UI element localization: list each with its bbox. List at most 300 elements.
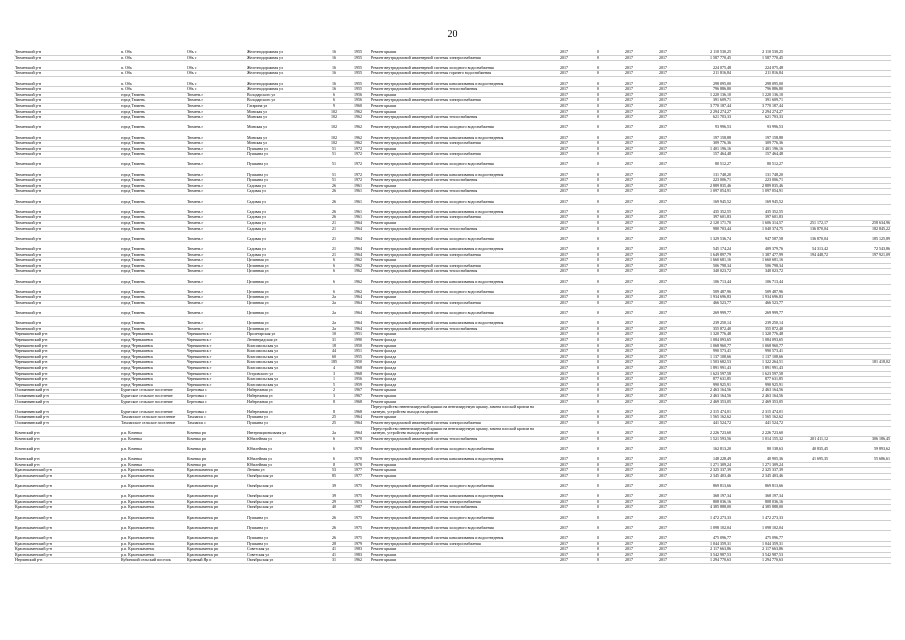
cell-start-year: 2017 bbox=[612, 109, 646, 115]
cell-municipality: город Тюмень bbox=[120, 178, 186, 184]
cell-street: Целинная ул bbox=[246, 285, 322, 295]
cell-end-year: 2017 bbox=[646, 489, 680, 499]
cell-fund-cost: 1 294 770,63 bbox=[732, 558, 784, 564]
cell-plan-year: 2017 bbox=[544, 295, 584, 301]
cell-street: Ленинградская ул bbox=[246, 338, 322, 344]
cell-house: 6 bbox=[322, 442, 346, 452]
cell-year-built: 1950 bbox=[346, 343, 370, 349]
cell-municipality: город Тюмень bbox=[120, 98, 186, 104]
cell-fund-cost: 409 379,76 bbox=[732, 242, 784, 252]
cell-plan-year: 2017 bbox=[544, 146, 584, 152]
cell-year-built: 1964 bbox=[346, 252, 370, 258]
cell-end-year: 2017 bbox=[646, 382, 680, 388]
cell-street: Октябрьская ул bbox=[246, 473, 322, 479]
cell-end-year: 2017 bbox=[646, 263, 680, 269]
cell-street: Железнодорожная ул bbox=[246, 71, 322, 77]
cell-owners-cost bbox=[855, 531, 891, 541]
cell-owners-cost bbox=[855, 426, 891, 436]
cell-settlement: Тюмень г bbox=[186, 168, 246, 178]
cell-indicator: 0 bbox=[584, 50, 612, 55]
cell-settlement: Тюмень г bbox=[186, 130, 246, 140]
cell-settlement: Чернышевск г bbox=[186, 366, 246, 372]
cell-street: Володарского ул bbox=[246, 98, 322, 104]
cell-fund-cost: 1 472 273,33 bbox=[732, 511, 784, 521]
cell-local-cost bbox=[829, 61, 855, 71]
cell-owners-cost bbox=[855, 168, 891, 178]
cell-total-cost: 3 770 187,44 bbox=[680, 103, 732, 109]
cell-municipality: р.п. Краснокаменск bbox=[120, 473, 186, 479]
cell-owners-cost: 185 125,89 bbox=[855, 232, 891, 242]
cell-fund-cost: 621 703,33 bbox=[732, 115, 784, 121]
cell-house: 26 bbox=[322, 205, 346, 215]
cell-plan-year: 2017 bbox=[544, 252, 584, 258]
cell-fund-cost: 2 469 353,05 bbox=[732, 399, 784, 405]
cell-plan-year: 2017 bbox=[544, 552, 584, 558]
cell-district: Оловяннинский р-н bbox=[14, 420, 120, 426]
cell-work-type: Ремонт внутридомовой инженерной системы электроснабжения bbox=[370, 300, 544, 306]
cell-total-cost: 1 623 597,58 bbox=[680, 371, 732, 377]
cell-indicator: 0 bbox=[584, 295, 612, 301]
table-row bbox=[14, 232, 891, 242]
cell-house: 26 bbox=[322, 511, 346, 521]
cell-owners-cost bbox=[855, 316, 891, 326]
cell-house: 2 bbox=[322, 388, 346, 394]
cell-street: Набережная ул bbox=[246, 405, 322, 415]
cell-start-year: 2017 bbox=[612, 269, 646, 275]
cell-end-year: 2017 bbox=[646, 61, 680, 71]
cell-start-year: 2017 bbox=[612, 146, 646, 152]
cell-settlement: Тюмень г bbox=[186, 189, 246, 195]
cell-street: Октябрьская ул bbox=[246, 499, 322, 505]
cell-settlement: Чернышевск г bbox=[186, 338, 246, 344]
cell-settlement: Чернышевск г bbox=[186, 343, 246, 349]
cell-municipality: город Тюмень bbox=[120, 221, 186, 227]
cell-house: 25 bbox=[322, 415, 346, 421]
cell-work-type: Ремонт внутридомовой инженерной системы теплоснабжения bbox=[370, 505, 544, 511]
cell-district: Тюменский р-н bbox=[14, 316, 120, 326]
cell-start-year: 2017 bbox=[612, 141, 646, 147]
cell-settlement: Тюмень г bbox=[186, 232, 246, 242]
cell-regional-cost bbox=[784, 426, 829, 436]
cell-fund-cost: 2 117 663,86 bbox=[732, 547, 784, 553]
cell-district: Тюменский р-н bbox=[14, 92, 120, 98]
cell-year-built: 1956 bbox=[346, 377, 370, 383]
cell-district: Чернышевский р-н bbox=[14, 377, 120, 383]
cell-end-year: 2017 bbox=[646, 71, 680, 77]
cell-settlement: Тюмень г bbox=[186, 300, 246, 306]
cell-fund-cost: 1 934 696,83 bbox=[732, 295, 784, 301]
cell-settlement: Тюмень г bbox=[186, 152, 246, 158]
cell-work-type: Ремонт внутридомовой инженерной системы электроснабжения bbox=[370, 152, 544, 158]
cell-work-type: Ремонт внутридомовой инженерной системы теплоснабжения bbox=[370, 115, 544, 121]
cell-work-type: Ремонт крыши bbox=[370, 388, 544, 394]
cell-street: Октябрьская ул bbox=[246, 558, 322, 564]
cell-year-built: 1970 bbox=[346, 436, 370, 442]
cell-settlement: Кочевка рп bbox=[186, 452, 246, 462]
cell-start-year: 2017 bbox=[612, 316, 646, 326]
cell-plan-year: 2017 bbox=[544, 226, 584, 232]
cell-municipality: город Чернышевск bbox=[120, 349, 186, 355]
cell-indicator: 0 bbox=[584, 258, 612, 264]
cell-start-year: 2017 bbox=[612, 215, 646, 221]
cell-end-year: 2017 bbox=[646, 109, 680, 115]
cell-fund-cost: 298 095,00 bbox=[732, 76, 784, 86]
cell-plan-year: 2017 bbox=[544, 442, 584, 452]
cell-settlement: Обь с bbox=[186, 71, 246, 77]
cell-start-year: 2017 bbox=[612, 306, 646, 316]
cell-plan-year: 2017 bbox=[544, 152, 584, 158]
cell-plan-year: 2017 bbox=[544, 98, 584, 104]
cell-municipality: р.п. Кочевка bbox=[120, 436, 186, 442]
cell-end-year: 2017 bbox=[646, 547, 680, 553]
cell-indicator: 0 bbox=[584, 189, 612, 195]
cell-fund-cost: 506 798,34 bbox=[732, 263, 784, 269]
cell-local-cost bbox=[829, 405, 855, 415]
cell-total-cost: 162 813,20 bbox=[680, 442, 732, 452]
cell-house: 21 bbox=[322, 242, 346, 252]
cell-year-built: 1973 bbox=[346, 499, 370, 505]
cell-indicator: 0 bbox=[584, 215, 612, 221]
cell-street: Пушкина ул bbox=[246, 531, 322, 541]
cell-district: Чернышевский р-н bbox=[14, 349, 120, 355]
cell-municipality: город Тюмень bbox=[120, 189, 186, 195]
cell-street: Октябрьская ул bbox=[246, 505, 322, 511]
cell-year-built: 1983 bbox=[346, 547, 370, 553]
cell-owners-cost bbox=[855, 306, 891, 316]
cell-district: Тюменский р-н bbox=[14, 76, 120, 86]
cell-street: Целинная ул bbox=[246, 306, 322, 316]
cell-street: Минская ул bbox=[246, 115, 322, 121]
cell-fund-cost: 391 609,71 bbox=[732, 98, 784, 104]
cell-total-cost: 2 463 164,56 bbox=[680, 388, 732, 394]
cell-indicator: 0 bbox=[584, 61, 612, 71]
cell-street: Минская ул bbox=[246, 141, 322, 147]
cell-end-year: 2017 bbox=[646, 473, 680, 479]
cell-street: Октябрьская ул bbox=[246, 479, 322, 489]
cell-street: Комсомольская ул bbox=[246, 382, 322, 388]
cell-municipality: город Тюмень bbox=[120, 242, 186, 252]
cell-end-year: 2017 bbox=[646, 269, 680, 275]
cell-end-year: 2017 bbox=[646, 377, 680, 383]
cell-end-year: 2017 bbox=[646, 55, 680, 61]
cell-street: Комсомольская ул bbox=[246, 360, 322, 366]
cell-house: 6 bbox=[322, 98, 346, 104]
cell-plan-year: 2017 bbox=[544, 377, 584, 383]
cell-indicator: 0 bbox=[584, 76, 612, 86]
cell-start-year: 2017 bbox=[612, 499, 646, 505]
cell-municipality: город Тюмень bbox=[120, 92, 186, 98]
cell-municipality: Тамлапское сельское поселение bbox=[120, 415, 186, 421]
table-row bbox=[14, 442, 891, 452]
cell-settlement: Кровный Яр п bbox=[186, 558, 246, 564]
cell-settlement: Тюмень г bbox=[186, 316, 246, 326]
cell-total-cost: 1 320 776,48 bbox=[680, 332, 732, 338]
cell-total-cost: 80 512,27 bbox=[680, 157, 732, 167]
cell-district: Оловяннинский р-н bbox=[14, 399, 120, 405]
cell-work-type: Ремонт фасада bbox=[370, 354, 544, 360]
cell-settlement: Тюмень г bbox=[186, 285, 246, 295]
cell-work-type: Ремонт фасада bbox=[370, 338, 544, 344]
cell-plan-year: 2017 bbox=[544, 394, 584, 400]
cell-indicator: 0 bbox=[584, 71, 612, 77]
cell-street: Пушкина ул bbox=[246, 415, 322, 421]
cell-house: 102 bbox=[322, 115, 346, 121]
cell-house: 60 bbox=[322, 354, 346, 360]
cell-settlement: Тюмень г bbox=[186, 103, 246, 109]
cell-regional-cost: 40 835,45 bbox=[784, 442, 829, 452]
cell-start-year: 2017 bbox=[612, 76, 646, 86]
cell-end-year: 2017 bbox=[646, 50, 680, 55]
cell-regional-cost bbox=[784, 489, 829, 499]
cell-municipality: Тамлапское сельское поселение bbox=[120, 420, 186, 426]
cell-start-year: 2017 bbox=[612, 366, 646, 372]
cell-fund-cost: 239 250,14 bbox=[732, 316, 784, 326]
cell-work-type: Ремонт внутридомовой инженерной системы электроснабжения bbox=[370, 499, 544, 505]
cell-district: Краснокаменский р-н bbox=[14, 521, 120, 531]
cell-settlement: Краснокаменск рп bbox=[186, 473, 246, 479]
cell-house: 16 bbox=[322, 76, 346, 86]
cell-year-built: 1970 bbox=[346, 442, 370, 452]
cell-district: Тюменский р-н bbox=[14, 242, 120, 252]
cell-district: Тюменский р-н bbox=[14, 221, 120, 227]
cell-municipality: город Тюмень bbox=[120, 183, 186, 189]
cell-district: Краснокаменский р-н bbox=[14, 552, 120, 558]
cell-street: Комсомольская ул bbox=[246, 343, 322, 349]
cell-municipality: город Тюмень bbox=[120, 316, 186, 326]
cell-year-built: 1959 bbox=[346, 382, 370, 388]
cell-work-type: Ремонт внутридомовой инженерной системы теплоснабжения bbox=[370, 326, 544, 332]
cell-indicator: 0 bbox=[584, 232, 612, 242]
cell-year-built: 1960 bbox=[346, 103, 370, 109]
cell-district: Тюменский р-н bbox=[14, 120, 120, 130]
cell-municipality: р.п. Краснокаменск bbox=[120, 521, 186, 531]
cell-fund-cost: 80 512,27 bbox=[732, 157, 784, 167]
cell-year-built: 1950 bbox=[346, 360, 370, 366]
cell-owners-cost bbox=[855, 405, 891, 415]
cell-municipality: город Тюмень bbox=[120, 168, 186, 178]
cell-plan-year: 2017 bbox=[544, 371, 584, 377]
cell-municipality: город Тюмень bbox=[120, 109, 186, 115]
cell-fund-cost: 1 068 960,77 bbox=[732, 343, 784, 349]
cell-start-year: 2017 bbox=[612, 489, 646, 499]
cell-fund-cost: 1 098 102,04 bbox=[732, 521, 784, 531]
cell-street: Пушкина ул bbox=[246, 511, 322, 521]
cell-total-cost: 1 649 897,79 bbox=[680, 252, 732, 258]
table-row bbox=[14, 511, 891, 521]
cell-plan-year: 2017 bbox=[544, 360, 584, 366]
cell-district: Чернышевский р-н bbox=[14, 382, 120, 388]
cell-district: Тюменский р-н bbox=[14, 269, 120, 275]
cell-plan-year: 2017 bbox=[544, 263, 584, 269]
cell-district: Кочевский р-н bbox=[14, 426, 120, 436]
cell-start-year: 2017 bbox=[612, 87, 646, 93]
cell-district: Тюменский р-н bbox=[14, 178, 120, 184]
cell-plan-year: 2017 bbox=[544, 92, 584, 98]
cell-end-year: 2017 bbox=[646, 420, 680, 426]
table-row bbox=[14, 306, 891, 316]
cell-work-type: Ремонт внутридомовой инженерной системы холодного водоснабжения bbox=[370, 157, 544, 167]
cell-house: 1 bbox=[322, 377, 346, 383]
cell-year-built: 1964 bbox=[346, 420, 370, 426]
cell-end-year: 2017 bbox=[646, 511, 680, 521]
cell-year-built: 1962 bbox=[346, 263, 370, 269]
cell-local-cost bbox=[829, 452, 855, 462]
cell-regional-cost bbox=[784, 168, 829, 178]
cell-district: Чернышевский р-н bbox=[14, 360, 120, 366]
cell-start-year: 2017 bbox=[612, 120, 646, 130]
cell-district: Краснокаменский р-н bbox=[14, 473, 120, 479]
cell-plan-year: 2017 bbox=[544, 258, 584, 264]
cell-indicator: 0 bbox=[584, 489, 612, 499]
cell-work-type: Ремонт внутридомовой инженерной системы теплоснабжения bbox=[370, 87, 544, 93]
cell-regional-cost bbox=[784, 130, 829, 140]
cell-total-cost: 239 250,14 bbox=[680, 316, 732, 326]
cell-fund-cost: 466 523,77 bbox=[732, 300, 784, 306]
cell-municipality: город Чернышевск bbox=[120, 354, 186, 360]
cell-year-built: 1977 bbox=[346, 473, 370, 479]
cell-start-year: 2017 bbox=[612, 531, 646, 541]
cell-street: Целинная ул bbox=[246, 258, 322, 264]
cell-work-type: Ремонт внутридомовой инженерной системы теплоснабжения bbox=[370, 189, 544, 195]
cell-district: Тюменский р-н bbox=[14, 189, 120, 195]
cell-street: Пушкина ул bbox=[246, 541, 322, 547]
cell-settlement: Тюмень г bbox=[186, 141, 246, 147]
cell-start-year: 2017 bbox=[612, 426, 646, 436]
cell-year-built: 1964 bbox=[346, 221, 370, 227]
cell-regional-cost: 136 870,04 bbox=[784, 232, 829, 242]
cell-municipality: город Тюмень bbox=[120, 157, 186, 167]
cell-fund-cost: 1 320 776,48 bbox=[732, 332, 784, 338]
cell-end-year: 2017 bbox=[646, 426, 680, 436]
cell-district: Кочевский р-н bbox=[14, 452, 120, 462]
cell-settlement: Чернышевск г bbox=[186, 360, 246, 366]
cell-regional-cost bbox=[784, 157, 829, 167]
cell-end-year: 2017 bbox=[646, 152, 680, 158]
cell-total-cost: 1 565 162,62 bbox=[680, 415, 732, 421]
cell-settlement: Тюмень г bbox=[186, 226, 246, 232]
cell-settlement: Тюмень г bbox=[186, 242, 246, 252]
cell-start-year: 2017 bbox=[612, 405, 646, 415]
cell-house: 10 bbox=[322, 332, 346, 338]
cell-total-cost: 2 345 403,46 bbox=[680, 473, 732, 479]
cell-end-year: 2017 bbox=[646, 338, 680, 344]
cell-total-cost: 1 068 960,77 bbox=[680, 343, 732, 349]
cell-regional-cost bbox=[784, 511, 829, 521]
cell-municipality: город Тюмень bbox=[120, 195, 186, 205]
cell-settlement: Краснокаменск рп bbox=[186, 531, 246, 541]
cell-owners-cost bbox=[855, 76, 891, 86]
cell-plan-year: 2017 bbox=[544, 436, 584, 442]
cell-street: Гагарина ул bbox=[246, 103, 322, 109]
cell-indicator: 0 bbox=[584, 226, 612, 232]
cell-year-built: 1964 bbox=[346, 295, 370, 301]
cell-start-year: 2017 bbox=[612, 505, 646, 511]
cell-municipality: город Тюмень bbox=[120, 252, 186, 258]
cell-plan-year: 2017 bbox=[544, 349, 584, 355]
table-row bbox=[14, 120, 891, 130]
cell-district: Тюменский р-н bbox=[14, 50, 120, 55]
cell-fund-cost: 169 945,52 bbox=[732, 195, 784, 205]
cell-regional-cost bbox=[784, 195, 829, 205]
cell-start-year: 2017 bbox=[612, 511, 646, 521]
cell-total-cost: 2 463 164,56 bbox=[680, 394, 732, 400]
cell-street: Комсомольская ул bbox=[246, 349, 322, 355]
cell-owners-cost: 55 686,61 bbox=[855, 452, 891, 462]
cell-street: Пушкина ул bbox=[246, 521, 322, 531]
cell-street: Садовая ул bbox=[246, 183, 322, 189]
cell-indicator: 0 bbox=[584, 452, 612, 462]
cell-start-year: 2017 bbox=[612, 436, 646, 442]
cell-district: Оловяннинский р-н bbox=[14, 415, 120, 421]
cell-house: 26 bbox=[322, 189, 346, 195]
cell-house: 16 bbox=[322, 55, 346, 61]
cell-settlement: Тюмень г bbox=[186, 295, 246, 301]
cell-house: 6 bbox=[322, 436, 346, 442]
cell-indicator: 0 bbox=[584, 405, 612, 415]
cell-plan-year: 2017 bbox=[544, 558, 584, 564]
cell-plan-year: 2017 bbox=[544, 541, 584, 547]
cell-plan-year: 2017 bbox=[544, 221, 584, 227]
cell-year-built: 1964 bbox=[346, 306, 370, 316]
cell-street: Садовая ул bbox=[246, 215, 322, 221]
cell-municipality: Бурятское сельское поселение bbox=[120, 399, 186, 405]
cell-work-type: Ремонт внутридомовой инженерной системы холодного водоснабжения bbox=[370, 285, 544, 295]
cell-indicator: 0 bbox=[584, 377, 612, 383]
cell-indicator: 0 bbox=[584, 285, 612, 295]
cell-total-cost: 1 521 593,56 bbox=[680, 436, 732, 442]
cell-plan-year: 2017 bbox=[544, 55, 584, 61]
cell-work-type: Ремонт крыши bbox=[370, 468, 544, 474]
cell-local-cost bbox=[829, 531, 855, 541]
cell-end-year: 2017 bbox=[646, 371, 680, 377]
cell-work-type: Ремонт внутридомовой инженерной системы канализования и водоотведения bbox=[370, 489, 544, 499]
cell-house: 2а bbox=[322, 306, 346, 316]
cell-fund-cost: 808 036,16 bbox=[732, 499, 784, 505]
cell-municipality: город Тюмень bbox=[120, 285, 186, 295]
cell-year-built: 1961 bbox=[346, 205, 370, 215]
cell-work-type: Ремонт крыши bbox=[370, 394, 544, 400]
cell-work-type: Ремонт крыши bbox=[370, 295, 544, 301]
cell-municipality: город Тюмень bbox=[120, 226, 186, 232]
cell-indicator: 0 bbox=[584, 269, 612, 275]
cell-street: Комсомольская ул bbox=[246, 354, 322, 360]
cell-total-cost: 2 110 530,25 bbox=[680, 50, 732, 55]
cell-house: 21 bbox=[322, 221, 346, 227]
cell-total-cost: 509 487,96 bbox=[680, 285, 732, 295]
cell-plan-year: 2017 bbox=[544, 505, 584, 511]
cell-owners-cost bbox=[855, 511, 891, 521]
cell-end-year: 2017 bbox=[646, 146, 680, 152]
cell-start-year: 2017 bbox=[612, 547, 646, 553]
cell-settlement: Краснокаменск рп bbox=[186, 511, 246, 521]
cell-municipality: город Чернышевск bbox=[120, 343, 186, 349]
cell-fund-cost: 1 040 374,75 bbox=[732, 226, 784, 232]
cell-year-built: 1962 bbox=[346, 269, 370, 275]
cell-local-cost bbox=[829, 130, 855, 140]
cell-start-year: 2017 bbox=[612, 415, 646, 421]
cell-regional-cost: 201 411,12 bbox=[784, 436, 829, 442]
cell-municipality: р.п. Краснокаменск bbox=[120, 547, 186, 553]
cell-house: 26 bbox=[322, 531, 346, 541]
cell-total-cost: 1 098 102,04 bbox=[680, 521, 732, 531]
cell-house: 21 bbox=[322, 232, 346, 242]
cell-municipality: р.п. Краснокаменск bbox=[120, 479, 186, 489]
cell-plan-year: 2017 bbox=[544, 382, 584, 388]
cell-fund-cost: 1 660 681,16 bbox=[732, 258, 784, 264]
cell-settlement: Березовка с bbox=[186, 405, 246, 415]
cell-year-built: 1968 bbox=[346, 371, 370, 377]
cell-year-built: 1972 bbox=[346, 157, 370, 167]
